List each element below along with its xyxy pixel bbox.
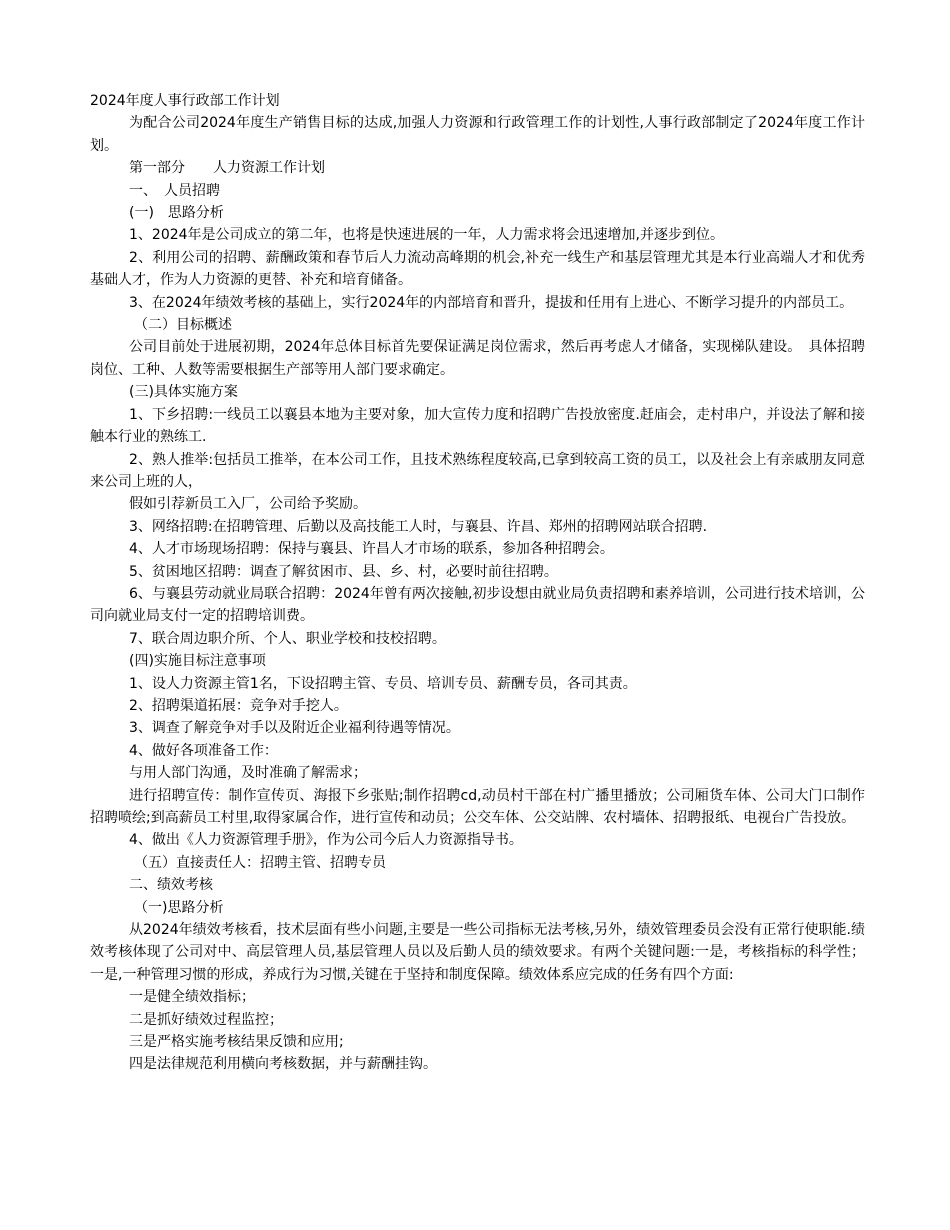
document-title: 2024年度人事行政部工作计划 [90,93,280,109]
list-item: 一是健全绩效指标； [129,989,255,1006]
paragraph: 1、设人力资源主管1名，下设招聘主管、专员、培训专员、薪酬专员，各司其责。 [129,675,637,692]
paragraph: 与用人部门沟通，及时准确了解需求； [129,765,367,782]
paragraph: 进行招聘宣传：制作宣传页、海报下乡张贴;制作招聘cd,动员村干部在村广播里播放；公司厢货车体、公司大门口制作招聘喷绘;到高薪员工村里,取得家属合作，进行宣传和动员；公交车体、公交站牌、农村墙体、招聘报纸、电视台广告投放。 [90,787,865,826]
paragraph: 2、招聘渠道拓展：竞争对手挖人。 [129,697,348,714]
list-item: 四是法律规范利用横向考核数据，并与薪酬挂钩。 [129,1056,437,1073]
intro-paragraph: 为配合公司2024年度生产销售目标的达成,加强人力资源和行政管理工作的计划性,人事行政部制定了2024年度工作计划。 [90,115,865,154]
list-item: 三是严格实施考核结果反馈和应用; [129,1034,344,1051]
part-heading: 第一部分 人力资源工作计划 [129,160,325,177]
list-item: 二是抓好绩效过程监控； [129,1011,283,1028]
paragraph: 5、贫困地区招聘：调查了解贫困市、县、乡、村，必要时前往招聘。 [129,563,558,580]
paragraph: 4、人才市场现场招聘：保持与襄县、许昌人才市场的联系，参加各种招聘会。 [129,541,614,558]
subsection-heading: （五）直接责任人：招聘主管、招聘专员 [134,854,386,871]
paragraph: 3、网络招聘:在招聘管理、后勤以及高技能工人时，与襄县、许昌、郑州的招聘网站联合招聘. [129,518,708,535]
subsection-heading: (四)实施目标注意事项 [129,653,266,670]
paragraph: 3、在2024年绩效考核的基础上，实行2024年的内部培育和晋升，提拔和任用有上进心、不断学习提升的内部员工。 [129,294,854,311]
subsection-heading: （二）目标概述 [134,317,232,334]
subsection-heading: (三)具体实施方案 [129,384,238,401]
paragraph: 6、与襄县劳动就业局联合招聘：2024年曾有两次接触,初步设想由就业局负责招聘和素养培训，公司进行技术培训，公司向就业局支付一定的招聘培训费。 [90,585,865,625]
subsection-heading: (一) 思路分析 [129,205,224,222]
paragraph: 公司目前处于进展初期，2024年总体目标首先要保证满足岗位需求，然后再考虑人才储备，实现梯队建设。 具体招聘岗位、工种、人数等需要根据生产部等用人部门要求确定。 [90,339,865,378]
paragraph: 1、下乡招聘:一线员工以襄县本地为主要对象，加大宣传力度和招聘广告投放密度.赶庙会，走村串户，并设法了解和接触本行业的熟练工. [90,406,865,446]
document-body [90,90,865,1076]
paragraph: 2、利用公司的招聘、薪酬政策和春节后人力流动高峰期的机会,补充一线生产和基层管理尤其是本行业高端人才和优秀基础人才，作为人力资源的更替、补充和培育储备。 [90,249,865,289]
paragraph: 3、调查了解竞争对手以及附近企业福利待遇等情况。 [129,720,460,737]
paragraph: 从2024年绩效考核看，技术层面有些小问题,主要是一些公司指标无法考核,另外，绩效管理委员会没有正常行使职能.绩效考核体现了公司对中、高层管理人员,基层管理人员以及后勤人员的绩效要求。有两个关键问题:一是，考核指标的科学性；一是,一种管理习惯的形成，养成行为习惯,关键在于坚持和制度保障。绩效体系应完成的任务有四个方面: [90,922,865,983]
paragraph: 4、做出《人力资源管理手册》，作为公司今后人力资源指导书。 [129,832,523,849]
section-heading: 二、绩效考核 [129,877,213,894]
subsection-heading: （一)思路分析 [134,899,224,916]
paragraph: 7、联合周边职介所、个人、职业学校和技校招聘。 [129,630,446,647]
paragraph: 4、做好各项准备工作： [129,742,278,759]
section-heading: 一、 人员招聘 [129,182,220,199]
paragraph: 假如引荐新员工入厂，公司给予奖励。 [129,496,367,513]
paragraph: 2、熟人推举:包括员工推举，在本公司工作，且技术熟练程度较高,已拿到较高工资的员工，以及社会上有亲戚朋友同意来公司上班的人， [90,451,865,490]
paragraph: 1、2024年是公司成立的第二年，也将是快速进展的一年，人力需求将会迅速增加,并逐步到位。 [129,227,724,244]
